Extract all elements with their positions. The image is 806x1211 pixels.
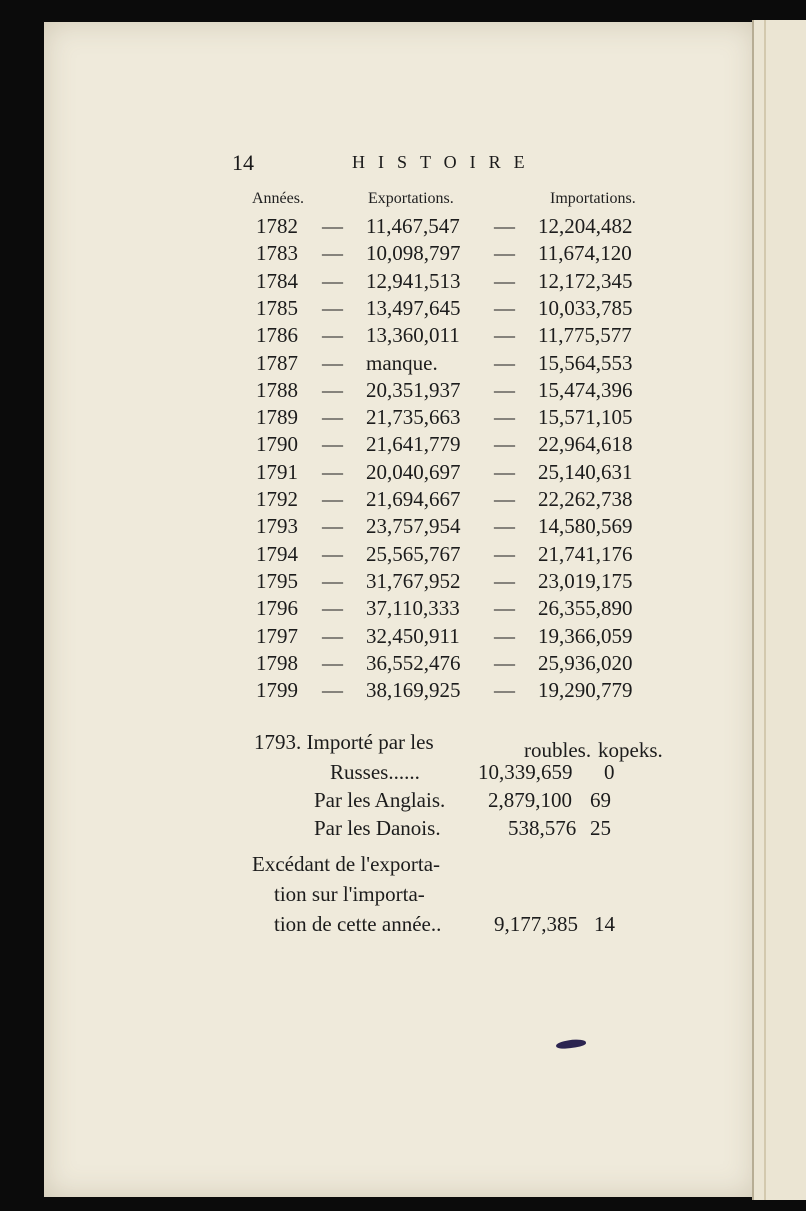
dash-separator: — — [322, 596, 343, 621]
exports-cell: 32,450,911 — [366, 623, 460, 648]
import-label: Par les Danois. — [314, 816, 441, 840]
dash-separator: — — [494, 432, 515, 457]
exports-cell: 20,351,937 — [366, 377, 461, 402]
imports-cell: 10,033,785 — [538, 295, 633, 320]
exports-cell: 31,767,952 — [366, 568, 461, 593]
exports-cell: 21,694,667 — [366, 487, 461, 511]
table-row — [0, 296, 806, 323]
year-cell: 1799 — [256, 678, 298, 703]
dash-separator: — — [322, 650, 343, 675]
year-cell: 1785 — [256, 295, 298, 320]
exports-cell: 13,497,645 — [366, 295, 461, 320]
dash-separator: — — [322, 459, 343, 484]
imports-cell: 21,741,176 — [538, 541, 633, 566]
table-row — [0, 269, 806, 296]
import-kopeks: 25 — [590, 816, 611, 840]
imports-cell: 14,580,569 — [538, 514, 633, 539]
page-header — [232, 150, 652, 180]
excess-roubles: 9,177,385 — [494, 912, 578, 936]
imports-cell: 25,936,020 — [538, 650, 633, 675]
dash-separator: — — [494, 623, 515, 648]
dash-separator: — — [322, 295, 343, 320]
imports-cell: 11,674,120 — [538, 241, 632, 266]
dash-separator: — — [494, 487, 515, 511]
year-cell: 1784 — [256, 268, 298, 293]
exports-cell: 37,110,333 — [366, 596, 460, 621]
dash-separator: — — [494, 541, 515, 566]
table-row — [0, 514, 806, 541]
table-row — [0, 432, 806, 459]
dash-separator: — — [322, 487, 343, 511]
year-cell: 1783 — [256, 241, 298, 266]
dash-separator: — — [494, 568, 515, 593]
year-cell: 1789 — [256, 405, 298, 430]
table-row — [0, 596, 806, 623]
year-cell: 1790 — [256, 432, 298, 457]
dash-separator: — — [494, 514, 515, 539]
year-cell: 1794 — [256, 541, 298, 566]
dash-separator: — — [494, 268, 515, 293]
dash-separator: — — [322, 514, 343, 539]
year-cell: 1788 — [256, 377, 298, 402]
excess-line-1: Excédant de l'exporta- — [252, 852, 441, 876]
table-row — [0, 405, 806, 432]
table-row — [0, 323, 806, 350]
year-cell: 1798 — [256, 650, 298, 675]
table-row — [0, 569, 806, 596]
table-row — [0, 214, 806, 241]
page-number: 14 — [232, 150, 254, 175]
exports-cell: 23,757,954 — [366, 514, 461, 539]
imports-1793-lead: 1793. Importé par les — [254, 730, 434, 754]
year-cell: 1786 — [256, 323, 298, 348]
imports-cell: 19,366,059 — [538, 623, 633, 648]
dash-separator: — — [322, 268, 343, 293]
import-roubles: 10,339,659 — [478, 760, 573, 784]
import-roubles: 538,576 — [508, 816, 577, 840]
dash-separator: — — [494, 405, 515, 430]
year-cell: 1782 — [256, 214, 298, 238]
imports-cell: 15,571,105 — [538, 405, 633, 430]
dash-separator: — — [494, 678, 515, 703]
imports-cell: 26,355,890 — [538, 596, 633, 621]
dash-separator: — — [322, 350, 343, 375]
dash-separator: — — [494, 650, 515, 675]
exports-cell: 10,098,797 — [366, 241, 461, 266]
imports-cell: 12,172,345 — [538, 268, 633, 293]
import-label: Par les Anglais. — [314, 788, 446, 812]
exports-cell: 13,360,011 — [366, 323, 460, 348]
year-cell: 1787 — [256, 350, 298, 375]
dash-separator: — — [322, 541, 343, 566]
exports-cell: 25,565,767 — [366, 541, 461, 566]
dash-separator: — — [322, 405, 343, 430]
imports-cell: 15,474,396 — [538, 377, 633, 402]
exports-cell: 21,641,779 — [366, 432, 461, 457]
excess-line-2: tion sur l'importa- — [274, 882, 425, 906]
exports-cell: 38,169,925 — [366, 678, 461, 703]
exports-cell: 12,941,513 — [366, 268, 461, 293]
year-cell: 1795 — [256, 568, 298, 593]
year-cell: 1793 — [256, 514, 298, 539]
dash-separator: — — [494, 459, 515, 484]
imports-cell: 12,204,482 — [538, 214, 633, 238]
units-roubles: roubles. — [524, 738, 592, 762]
table-row — [0, 351, 806, 378]
excess-kopeks: 14 — [594, 912, 615, 936]
imports-cell: 22,964,618 — [538, 432, 633, 457]
imports-cell: 23,019,175 — [538, 568, 633, 593]
year-cell: 1791 — [256, 459, 298, 484]
dash-separator: — — [322, 377, 343, 402]
imports-cell: 19,290,779 — [538, 678, 633, 703]
table-row — [0, 678, 806, 705]
column-header-imports: Importations. — [550, 190, 636, 207]
year-cell: 1796 — [256, 596, 298, 621]
dash-separator: — — [322, 323, 343, 348]
dash-separator: — — [494, 596, 515, 621]
dash-separator: — — [494, 323, 515, 348]
table-row — [0, 651, 806, 678]
dash-separator: — — [322, 214, 343, 238]
column-header-exports: Exportations. — [368, 190, 454, 207]
dash-separator: — — [322, 678, 343, 703]
import-kopeks: 69 — [590, 788, 611, 812]
year-cell: 1797 — [256, 623, 298, 648]
dash-separator: — — [322, 623, 343, 648]
imports-cell: 11,775,577 — [538, 323, 632, 348]
dash-separator: — — [322, 432, 343, 457]
table-row — [0, 624, 806, 651]
dash-separator: — — [494, 214, 515, 238]
imports-cell: 25,140,631 — [538, 459, 633, 484]
import-roubles: 2,879,100 — [488, 788, 572, 812]
table-row — [0, 487, 806, 514]
table-row — [0, 378, 806, 405]
dash-separator: — — [494, 295, 515, 320]
dash-separator: — — [322, 568, 343, 593]
exports-cell: 36,552,476 — [366, 650, 461, 675]
column-header-year: Années. — [252, 190, 304, 207]
excess-line-3: tion de cette année.. — [274, 912, 442, 936]
dash-separator: — — [494, 241, 515, 266]
table-row — [0, 542, 806, 569]
year-cell: 1792 — [256, 487, 298, 511]
imports-cell: 15,564,553 — [538, 350, 633, 375]
exports-cell: 11,467,547 — [366, 214, 460, 238]
table-row — [0, 460, 806, 487]
import-kopeks: 0 — [604, 760, 615, 784]
dash-separator: — — [494, 377, 515, 402]
imports-cell: 22,262,738 — [538, 487, 633, 511]
table-row — [0, 241, 806, 268]
running-title: HISTOIRE — [352, 152, 538, 172]
units-kopeks: kopeks. — [598, 738, 663, 762]
dash-separator: — — [322, 241, 343, 266]
import-label: Russes...... — [330, 760, 420, 784]
exports-cell: 21,735,663 — [366, 405, 461, 430]
dash-separator: — — [494, 350, 515, 375]
exports-cell: 20,040,697 — [366, 459, 461, 484]
exports-cell: manque. — [366, 350, 438, 375]
